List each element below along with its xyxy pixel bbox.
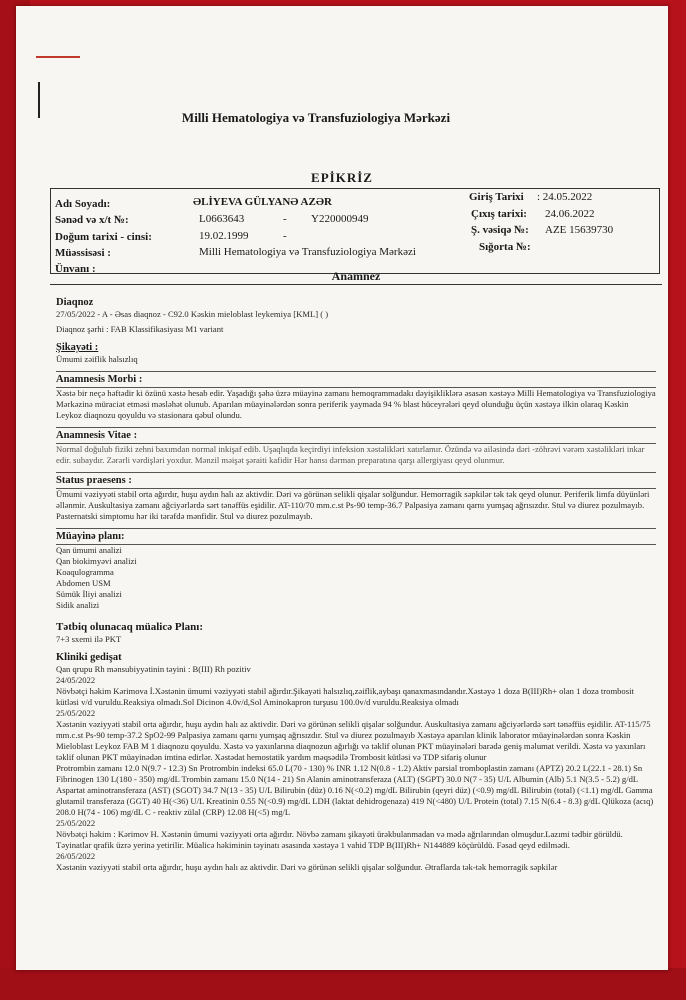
anamnesis-vitae-text: Normal doğulub fiziki zehni baxımdan normal inkişaf edib. Uşaqlıqda keçirdiyi infeksion xəstəlikləri xatırlamır. Özündə və ailəsində dəri -zöhrəvi vərəm xəstəlikləri inkar edir. subaydır. Zərərli vərdişləri yoxdur. Mənzil məişət şəraiti kafidir Hər hansı dərman preparatına qarşı allergiyası qeyd olunmur. <box>56 444 645 465</box>
discharge-value: 24.06.2022 <box>545 208 595 220</box>
address-label: Ünvanı : <box>55 263 96 275</box>
diagnosis-explanation: Diaqnoz şərhi : FAB Klassifikasiyası M1 variant <box>56 324 224 334</box>
treatment-plan-text: 7+3 sxemi ilə PKT <box>56 634 122 644</box>
birth-value: 19.02.1999 <box>199 230 249 242</box>
center-name: Milli Hematologiya və Transfuziologiya Mərkəzi <box>181 110 451 125</box>
doc-value-1: L0663643 <box>199 213 245 225</box>
examination-item: Abdomen USM <box>56 578 111 588</box>
course-entry: Xəstənin vəziyyəti stabil orta ağırdır, huşu aydın halı az aktivdir. Dəri və görünən selikli qişalar solğundur. Auskultasiya zamanı ağciyərlərdə sərt tənəffüs eşidilir. AT-115/75 mm.c.st Ps-90 temp-37.2 SpO2-99 Palpasiya zamanı qarnı yumşaq ağrısızdır. Stul və diurez pozulmayıb Xəstəyə aparılan klinik laborator müayinələrdən sonra Kəskin Mieloblast Leykoz FAB M 1 diaqnozu qoyuldu. Xəstə və yaxınlarına diaqnozun ağırlığı və təklif olunan PKT müayinələri barədə geniş məlumat verildi. Xəstə və yaxınları təklif olunan PKT müayinədən imtina edirlər. Xəstədat hemostatik yardım məqsədilə Trombosit kütləsi və TDP sifariş olunur <box>56 719 651 762</box>
examination-item: Koaqulogramma <box>56 567 114 577</box>
complaint-text: Ümumi zəiflik halsızlıq <box>56 354 138 364</box>
clinical-course-heading: Kliniki gedişat <box>56 652 122 663</box>
blood-group-line: Qan qrupu Rh mənsubiyyətinin təyini : B(III) Rh pozitiv <box>56 664 251 674</box>
diagnosis-heading: Diaqnoz <box>56 297 94 308</box>
doc-dash: - <box>283 213 287 225</box>
anamnesis-morbi-heading: Anamnesis Morbi : <box>56 371 656 388</box>
status-praesens-heading: Status praesens : <box>56 472 656 489</box>
admission-label: Giriş Tarixi <box>469 191 524 203</box>
examination-item: Qan ümumi analizi <box>56 545 122 555</box>
doc-value-2: Y220000949 <box>311 213 369 225</box>
document-page <box>16 6 668 970</box>
examination-item: Qan biokimyəvi analizi <box>56 556 137 566</box>
complaint-heading: Şikayəti : <box>56 342 99 353</box>
course-entry: Növbətçi həkim Kərimova İ.Xəstənin ümumi vəziyyəti stabil ağırdır.Şikayəti halsızlıq,zəiflik,aybaşı qanaxmasındandır.Xəstəyə 1 doza B(III)Rh+ olan 1 doza trombosit kütləsi v/d vuruldu.Reaksiya olmadı.Sol Dicinon 4.0v/d,Sol Aminokapron turşusu 100.0v/d vuruldu.Reaksiya olmadı <box>56 686 634 707</box>
diagnosis-line: 27/05/2022 - A - Əsas diaqnoz - C92.0 Kəskin mieloblast leykemiya [KML] ( ) <box>56 309 329 319</box>
lab-results: Protrombin zamanı 12.0 N(9.7 - 12.3) Sn Protrombin indeksi 65.0 L(70 - 130) % INR 1.12 N(0.8 - 1.2) Aktiv parsial tromboplastin zamanı (APTZ) 20.2 L(22.1 - 28.1) Sn Fibrinogen 130 L(180 - 350) mg/dL Trombin zamanı 15.0 N(14 - 21) Sn Alanin aminotransferaza (ALT) (SGPT) 30.0 N(7 - 35) U/L Albumin (Alb) 5.1 N(3.5 - 5.2) g/dL Aspartat aminotransferaza (AST) (SGOT) 34.7 N(13 - 35) U/L Bilirubin (düz) 0.16 N(<0.2) mg/dL Bilirubin (qeyri düz) (<0.9) mg/dL Bilirubin (total) (<1.1) mg/dL Gamma glutamil transferaza (GGT) 40 H(<36) U/L Kreatinin 0.55 N(<0.9) mg/dL LDH (laktat dehidrogenaza) 419 N(<480) U/L Protein (total) 7.15 N(6.4 - 8.3) g/dL Qlükoza (acıq) 208.0 H(74 - 106) mg/dL C - reaktiv zülal (CRP) 12.08 H(<5) mg/L <box>56 763 654 817</box>
anamnesis-vitae-heading: Anamnesis Vitae : <box>56 427 656 444</box>
examination-item: Sidik analizi <box>56 600 100 610</box>
section-rule <box>50 284 662 285</box>
pen-mark <box>36 56 80 58</box>
document-body <box>56 290 656 873</box>
document-title: EPİKRİZ <box>311 170 373 185</box>
name-value: ƏLİYEVA GÜLYANƏ AZƏR <box>193 196 332 208</box>
admission-value: : 24.05.2022 <box>537 191 593 203</box>
discharge-label: Çıxış tarixi: <box>471 208 527 220</box>
course-date: 25/05/2022 <box>56 818 96 828</box>
anamnesis-morbi-text: Xəstə bir neçə həftədir ki özünü xəstə hesab edir. Yaşadığı şəhə üzrə müayinə zamanı hemoqrammadakı dəyişikliklərə əsasən xəstəyə Milli Hematologiya və Transfuziologiya Mərkəzinə müraciət etməsi məsləhət olunub. Aparılan müayinələrdən sonra periferik yaymada 94 % blast hüceyrələri qeyd olunduğu üçün xəstəyə ilkin olaraq Kəskin Leykoz diaqnozu qoyuldu və stasionara qəbul olundu. <box>56 388 656 420</box>
cert-value: AZE 15639730 <box>545 224 614 236</box>
examination-item: Sümük İliyi analizi <box>56 589 122 599</box>
institution-label: Müəssisəsi : <box>55 247 111 259</box>
birth-dash: - <box>283 230 287 242</box>
anamnez-title: Anamnez <box>331 269 381 283</box>
background-bottom <box>0 968 686 1000</box>
name-label: Adı Soyadı: <box>55 198 111 210</box>
course-date: 26/05/2022 <box>56 851 96 861</box>
examination-plan-heading: Müayinə planı: <box>56 528 656 545</box>
cert-label: Ş. vəsiqə №: <box>471 224 529 236</box>
treatment-plan-heading: Tətbiq olunacaq müalicə Planı: <box>56 621 203 633</box>
doc-label: Sənəd və x/t №: <box>55 214 129 226</box>
course-date: 25/05/2022 <box>56 708 96 718</box>
status-praesens-text: Ümumi vəziyyəti stabil orta ağırdır, huşu aydın halı az aktivdir. Dəri və görünən selikli qişalar solğundur. Hemorragik səpkilər tək tək qeyd olunur. Periferik limfa düyünləri əllənmir. Auskultasiya zamanı ağciyərlərdə sərt tənəffüs eşidilir. AT-110/70 mm.c.st Ps-90 temp-36.7 Palpasiya zamanı qarnı yumşaq ağrısızdır. Stul və diurez pozulmayıb. Pasternatski simptomu hər iki tərəfdə mənfidir. Stul və diurez pozulmayıb. <box>56 489 650 521</box>
birth-label: Doğum tarixi - cinsi: <box>55 231 152 243</box>
course-date: 24/05/2022 <box>56 675 96 685</box>
insurance-label: Sığorta №: <box>479 241 531 253</box>
course-entry: Növbətçi həkim : Kərimov H. Xəstənin ümumi vəziyyəti orta ağırdır. Növbə zamanı şikayəti ürəkbulanmadan və mədə ağrılarından olmuşdur.Lazımi tədbir görüldü. Təyinatlar qrafik üzrə yerinə yetirilir. Müalicə həkiminin təyinatı əsasında xəstəyə 1 vahid TDP B(III)Rh+ N144889 köçürüldü. Fəsad qeyd edilmədi. <box>56 829 623 850</box>
course-entry: Xəstənin vəziyyəti stabil orta ağırdır, huşu aydın halı az aktivdir. Dəri və görünən selikli qişalar solğundur. Ətraflarda tək-tək hemorragik səpkilər <box>56 862 558 872</box>
institution-value: Milli Hematologiya və Transfuziologiya Mərkəzi <box>199 246 416 258</box>
patient-info-box <box>50 188 660 274</box>
